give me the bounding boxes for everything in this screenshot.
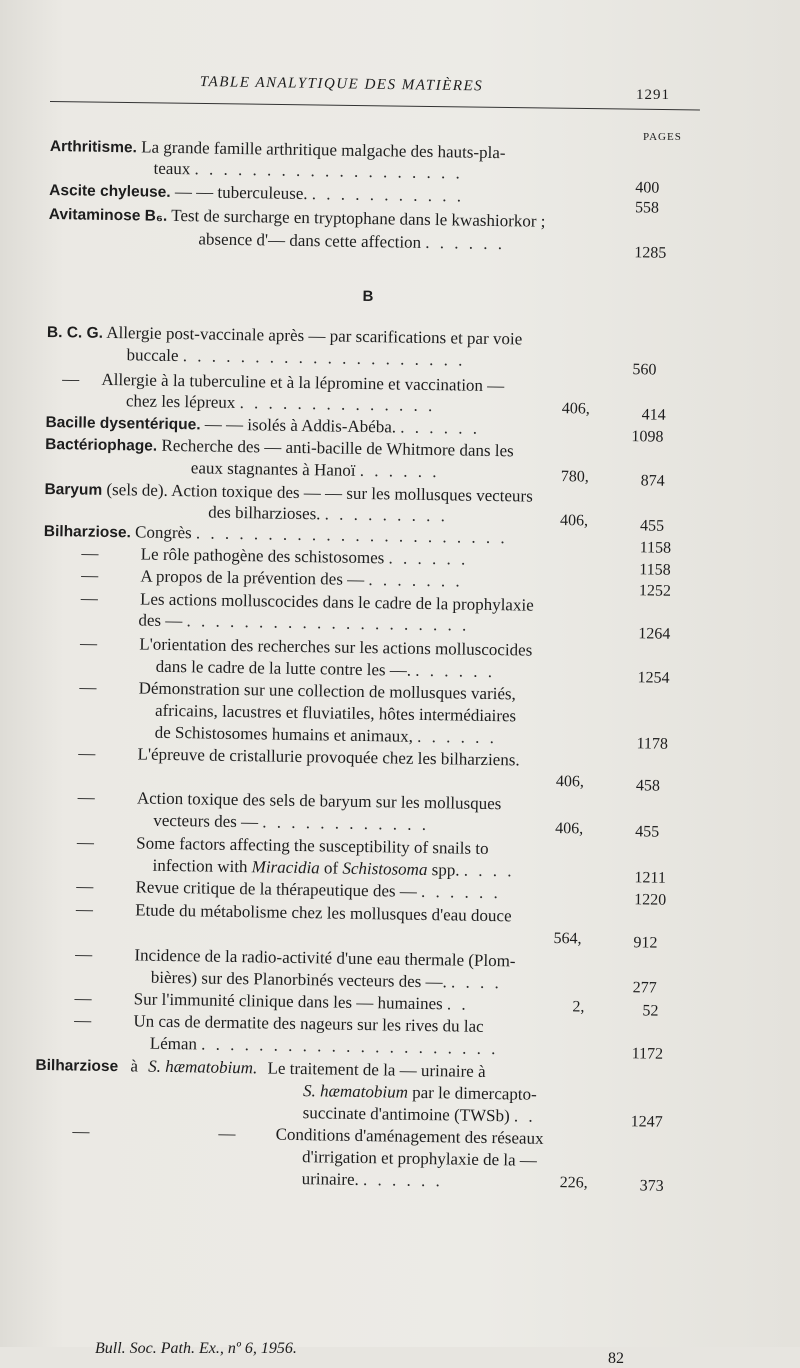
entry-text: des bilharzioses.: [208, 502, 321, 524]
entry-line: [126, 391, 436, 416]
entry-text: Conditions d'aménagement des réseaux: [275, 1124, 544, 1148]
dot-leader: . . . . . . . . .: [324, 504, 449, 526]
entry-line: [153, 811, 429, 835]
entry-line: [155, 701, 516, 727]
page-ref: 2,: [572, 998, 585, 1016]
section-letter: B: [362, 287, 374, 306]
page-ref: 373: [639, 1177, 664, 1195]
dash: —: [75, 944, 93, 964]
entry-text: bières) sur des Planorbinés vecteurs des —.: [150, 967, 447, 992]
page-ref: 1247: [630, 1113, 663, 1131]
dot-leader: . . . . . .: [359, 460, 440, 482]
page-ref: 558: [634, 199, 660, 217]
entry-text: eaux stagnantes à Hanoï: [190, 458, 356, 480]
subentry: [80, 634, 533, 661]
entry-text: dans le cadre de la lutte contre les —.: [155, 656, 412, 680]
species-name: Schistosoma: [342, 858, 428, 880]
entry-keyword: B. C. G.: [46, 323, 104, 342]
subentry: [79, 678, 516, 705]
entry-text: à: [130, 1056, 139, 1076]
dot-leader: . . . . . . . . . . . .: [262, 812, 430, 835]
entry-text: chez les lépreux: [125, 391, 236, 412]
entry-text: Test de surcharge en tryptophane dans le kwashiorkor ;: [171, 205, 546, 231]
entry-line: [138, 610, 469, 635]
subentry: [77, 833, 489, 859]
entry-text: La grande famille arthritique malgache des hauts-pla-: [141, 137, 506, 163]
dot-leader: . . . . . . . . . . . . . . . . . . . .: [182, 346, 466, 370]
dash: —: [79, 633, 98, 653]
dash: —: [74, 1010, 92, 1030]
dot-leader: . . . . . .: [400, 417, 481, 438]
entry-text: absence d'— dans cette affection: [198, 229, 422, 252]
page-ref: 564,: [553, 930, 582, 948]
page-ref: 874: [640, 472, 665, 490]
entry-text: Revue critique de la thérapeutique des —: [135, 877, 417, 901]
page-ref: 1178: [636, 735, 669, 753]
page-ref: 912: [633, 934, 658, 952]
entry-line: [191, 458, 440, 482]
entry-text: Un cas de dermatite des nageurs sur les rives du lac: [133, 1011, 484, 1036]
entry-text: Action toxique des sels de baryum sur les mollusques: [136, 788, 502, 814]
page-ref: 1264: [638, 625, 671, 643]
pages-column-label: PAGES: [643, 131, 682, 143]
entry-text: teaux: [153, 158, 191, 179]
page-ref: 560: [632, 361, 657, 379]
entry-text: Congrès: [134, 522, 192, 543]
entry-text: Le traitement de la — urinaire à: [267, 1058, 486, 1081]
page-ref: 1211: [634, 869, 667, 887]
entry-line: [303, 1081, 537, 1105]
species-name: Miracidia: [251, 857, 320, 878]
dot-leader: . . . . . . . . . . . . . .: [239, 393, 436, 416]
page-ref: 400: [635, 179, 660, 197]
subentry: [76, 877, 501, 904]
entry-line: [152, 856, 514, 882]
running-title: TABLE ANALYTIQUE DES MATIÈRES: [199, 74, 484, 95]
page-number: 1291: [636, 87, 670, 103]
dot-leader: . . . . . .: [388, 548, 469, 569]
entry-text: A propos de la prévention des —: [140, 566, 365, 589]
dot-leader: . . . . . . . . . . .: [311, 184, 465, 206]
entry-text: Démonstration sur une collection de mollusques variés,: [138, 678, 516, 704]
entry-text: buccale: [126, 345, 179, 366]
dash: —: [81, 543, 99, 563]
page-ref: 1252: [638, 582, 672, 600]
dot-leader: . .: [446, 994, 469, 1014]
entry-text: — — isolés à Addis-Abéba.: [204, 414, 397, 437]
dot-leader: . . . . . . . . . . . . . . . . . . . .: [186, 611, 470, 635]
dash: —: [72, 1121, 90, 1141]
entry-keyword: Baryum: [44, 480, 103, 499]
entry-text: of: [319, 858, 343, 878]
entry-keyword: Bilharziose: [35, 1056, 119, 1076]
entry-line: [208, 503, 448, 527]
entry-text: africains, lacustres et fluviatiles, hôtes intermédiaires: [154, 700, 517, 726]
entry-line: [151, 968, 502, 994]
dash: —: [75, 899, 94, 919]
page-ref: 455: [639, 517, 665, 535]
entry-line: [198, 229, 505, 254]
footer-signature: 82: [608, 1350, 624, 1367]
page-ref: 1220: [634, 891, 667, 909]
page-ref: 455: [635, 823, 660, 841]
subentry: [75, 944, 516, 971]
subentry: [218, 1124, 543, 1149]
dash: —: [74, 988, 92, 1008]
entry-text: Le rôle pathogène des schistosomes: [140, 544, 385, 568]
page-ref: 406,: [559, 512, 589, 530]
page-ref: 780,: [560, 468, 589, 486]
entry-text: infection with: [152, 855, 252, 877]
entry-line: [153, 159, 463, 184]
page-ref: 226,: [559, 1174, 588, 1192]
dash: —: [62, 369, 80, 389]
page-ref: 1158: [639, 561, 671, 579]
entry-text: Some factors affecting the susceptibility of snails to: [136, 833, 489, 858]
entry-text: L'épreuve de cristallurie provoquée chez les bilharziens.: [137, 744, 520, 770]
page-ref: 458: [635, 777, 661, 795]
dash: —: [78, 743, 96, 763]
entry-keyword: Bacille dysentérique.: [45, 413, 201, 434]
entry-keyword: Arthritisme.: [49, 138, 138, 157]
entry-text: Etude du métabolisme chez les mollusques d'eau douce: [135, 900, 512, 926]
subentry: [74, 1010, 484, 1036]
dot-leader: . . . . . .: [425, 232, 506, 254]
entry-line: [303, 1103, 536, 1127]
dot-leader: . .: [513, 1106, 536, 1126]
entry-bcg: [47, 322, 523, 350]
subentry: [81, 566, 463, 592]
entry-text: Recherche des — anti-bacille de Whitmore dans les: [161, 435, 514, 461]
entry-text: (sels de). Action toxique des — — sur les mollusques vecteurs: [106, 479, 533, 506]
dash: —: [81, 565, 99, 585]
page-ref: 1254: [637, 669, 670, 687]
entry-avitaminose: [49, 204, 546, 233]
subentry: [76, 900, 512, 927]
dot-leader: . . . .: [463, 860, 515, 881]
dot-leader: . . . .: [450, 972, 502, 993]
page-ref: 52: [642, 1002, 659, 1020]
entry-line: [302, 1147, 537, 1171]
entry-text: — — tuberculeuse.: [174, 181, 308, 204]
entry-text: urinaire.: [301, 1169, 359, 1189]
dash: —: [80, 588, 98, 608]
entry-keyword: Bilharziose.: [43, 522, 131, 542]
entry-text: Allergie à la tuberculine et à la lépromine et vaccination —: [101, 369, 505, 396]
page-ref: 1172: [631, 1045, 664, 1063]
dash: —: [76, 832, 95, 852]
entry-text: d'irrigation et prophylaxie de la —: [301, 1147, 538, 1170]
subentry: [78, 744, 520, 771]
dot-leader: . . . . . . . . . . . . . . . . . . . . . .: [195, 523, 508, 548]
page-ref: 1285: [634, 244, 667, 262]
page-ref: 1158: [639, 539, 672, 557]
entry-keyword: Avitaminose B₆.: [48, 205, 168, 225]
entry-text: Sur l'immunité clinique dans les — humaines: [133, 989, 443, 1014]
page-ref: 1098: [631, 428, 664, 446]
species-name: S. hæmatobium.: [148, 1056, 258, 1078]
entry-text: par le dimercapto-: [407, 1082, 537, 1104]
entry-bilharziose-haematobium: [35, 1055, 485, 1083]
entry-text: Incidence de la radio-activité d'une eau thermale (Plom-: [134, 945, 516, 971]
dash: —: [79, 677, 97, 697]
entry-line: [302, 1169, 443, 1191]
entry-line: [126, 345, 465, 370]
page-ref: 277: [632, 979, 657, 997]
entry-text: Léman: [149, 1033, 198, 1054]
dot-leader: . . . . . .: [362, 1170, 443, 1191]
page-ref: 406,: [555, 773, 585, 791]
dot-leader: . . . . . .: [417, 726, 498, 748]
page-ref: 414: [641, 406, 666, 424]
entry-line: [150, 1034, 499, 1059]
entry-line: [155, 723, 498, 748]
dash: —: [77, 787, 95, 807]
dot-leader: . . . . . .: [415, 660, 496, 682]
entry-text: spp.: [427, 860, 460, 880]
entry-keyword: Bactériophage.: [45, 435, 158, 455]
dash: —: [76, 876, 94, 896]
dot-leader: . . . . . . . . . . . . . . . . . . .: [194, 159, 464, 183]
entry-text: Allergie post-vaccinale après — par scarifications et par voie: [106, 322, 523, 349]
subentry: [78, 788, 502, 815]
entry-text: L'orientation des recherches sur les actions molluscocides: [139, 634, 533, 660]
dot-leader: . . . . . .: [420, 881, 501, 903]
footer-citation: Bull. Soc. Path. Ex., nº 6, 1956.: [95, 1340, 297, 1357]
entry-text: de Schistosomes humains et animaux,: [154, 722, 414, 746]
entry-text: vecteurs des —: [153, 810, 259, 832]
entry-text: des —: [138, 610, 183, 631]
entry-text: Les actions molluscocides dans le cadre de la prophylaxie: [139, 589, 534, 615]
entry-text: succinate d'antimoine (TWSb): [302, 1103, 510, 1126]
subentry: [72, 1121, 89, 1141]
page-ref: 406,: [561, 400, 590, 418]
page-ref: 406,: [555, 820, 584, 838]
species-name: S. hæmatobium: [302, 1081, 409, 1102]
entry-ascite: [49, 180, 464, 208]
dash: —: [218, 1123, 236, 1144]
dot-leader: . . . . . . .: [368, 570, 463, 591]
entry-keyword: Ascite chyleuse.: [49, 181, 171, 201]
dot-leader: . . . . . . . . . . . . . . . . . . . . .: [201, 1034, 499, 1059]
entry-line: [156, 657, 496, 682]
